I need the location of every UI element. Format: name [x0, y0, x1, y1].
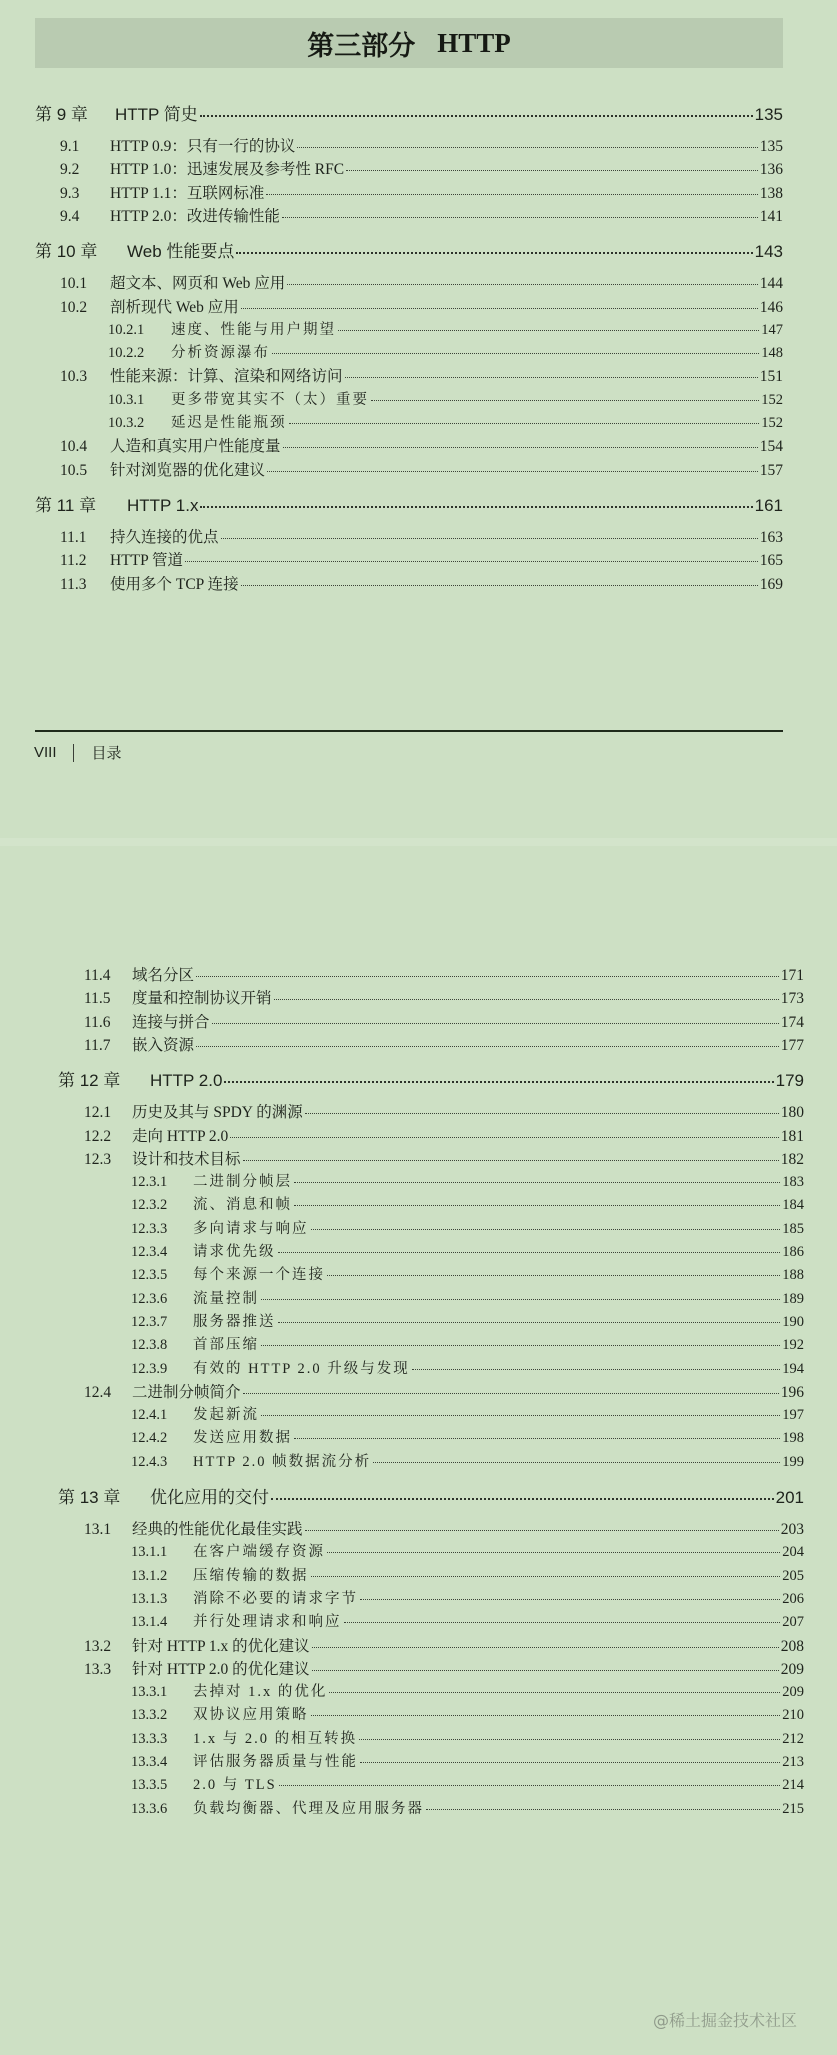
entry-page-number: 199 [782, 1453, 804, 1470]
dot-leader [261, 1414, 780, 1416]
entry-page-number: 146 [759, 298, 783, 316]
entry-number: 12.4.3 [131, 1453, 168, 1470]
dot-leader [185, 560, 758, 562]
footer-separator [73, 744, 74, 762]
toc-entry-sub[interactable] [131, 1587, 804, 1608]
entry-title: 流量控制 [193, 1290, 259, 1307]
dot-leader [344, 1621, 781, 1623]
dot-leader [287, 283, 757, 285]
toc-entry-sub[interactable] [131, 1426, 804, 1447]
entry-title: 二进制分帧简介 [132, 1383, 241, 1401]
dot-leader [261, 1298, 780, 1300]
dot-leader [266, 193, 757, 195]
dot-leader [279, 1784, 781, 1786]
entry-number: 9.3 [60, 184, 80, 202]
entry-number: 13.3.3 [131, 1730, 168, 1747]
entry-number: 12.3.7 [131, 1313, 168, 1330]
toc-entry-section[interactable] [60, 271, 783, 293]
dot-leader [196, 1045, 779, 1047]
entry-title: HTTP 管道 [110, 552, 184, 570]
toc-entry-section[interactable] [84, 963, 804, 985]
entry-number: 12.3.1 [131, 1174, 168, 1191]
toc-entry-sub[interactable] [131, 1564, 804, 1585]
toc-entry-sub[interactable] [131, 1610, 804, 1631]
dot-leader [294, 1181, 780, 1183]
entry-number: 10.3 [60, 368, 88, 386]
entry-page-number: 171 [780, 967, 804, 984]
entry-title: 历史及其与 SPDY 的渊源 [132, 1104, 303, 1122]
dot-leader [346, 169, 758, 171]
entry-title: 请求优先级 [193, 1244, 276, 1260]
entry-page-number: 184 [782, 1197, 804, 1214]
dot-leader [297, 146, 757, 148]
entry-page-number: 177 [780, 1036, 804, 1054]
entry-page-number: 214 [782, 1777, 804, 1794]
toc-entry-section[interactable] [84, 1657, 804, 1679]
entry-title: 发送应用数据 [193, 1430, 292, 1447]
entry-page-number: 154 [759, 438, 783, 456]
dot-leader [371, 399, 759, 401]
entry-number: 11.5 [84, 990, 111, 1008]
entry-page-number: 205 [782, 1567, 804, 1584]
page-number-roman: VIII [34, 744, 57, 761]
entry-page-number: 194 [782, 1360, 804, 1377]
toc-entry-section[interactable] [60, 525, 783, 547]
dot-leader [200, 114, 753, 117]
dot-leader [329, 1691, 780, 1693]
entry-number: 13.3.4 [131, 1754, 168, 1770]
dot-leader [278, 1251, 781, 1253]
dot-leader [359, 1738, 780, 1740]
entry-number: 13.3.5 [131, 1777, 168, 1794]
watermark: @稀土掘金技术社区 [653, 2011, 798, 2030]
dot-leader [373, 1461, 780, 1463]
dot-leader [224, 1080, 773, 1083]
toc-entry-section[interactable] [60, 157, 783, 179]
entry-page-number: 174 [780, 1013, 804, 1031]
toc-entry-section[interactable] [84, 1380, 804, 1402]
toc-entry-section[interactable] [84, 1100, 804, 1122]
entry-page-number: 165 [759, 552, 783, 570]
entry-number: 10.2 [60, 298, 88, 316]
dot-leader [243, 1159, 779, 1161]
toc-entry-sub[interactable] [131, 1680, 804, 1701]
entry-number: 10.3.1 [108, 391, 145, 408]
entry-page-number: 185 [782, 1220, 804, 1237]
entry-page-number: 180 [780, 1104, 804, 1122]
entry-title: 针对 HTTP 1.x 的优化建议 [132, 1637, 310, 1655]
dot-leader [241, 584, 758, 586]
entry-number: 11.4 [84, 967, 111, 984]
entry-number: 13.3 [84, 1660, 112, 1678]
entry-title: 分析资源瀑布 [171, 345, 270, 362]
toc-entry-chapter[interactable] [35, 491, 783, 516]
dot-leader [289, 422, 760, 424]
entry-number: 第 9 章 [35, 105, 88, 124]
toc-entry-sub[interactable] [131, 1797, 804, 1818]
dot-leader [305, 1112, 779, 1114]
entry-page-number: 212 [782, 1730, 804, 1747]
entry-title: 针对浏览器的优化建议 [110, 461, 266, 479]
entry-title: 剖析现代 Web 应用 [110, 298, 239, 316]
dot-leader [311, 1575, 781, 1577]
dot-leader [311, 1714, 781, 1716]
toc-entry-section[interactable] [60, 204, 783, 226]
toc-entry-sub[interactable] [131, 1240, 804, 1261]
entry-title: 速度、性能与用户期望 [171, 321, 336, 338]
entry-page-number: 204 [782, 1544, 804, 1561]
dot-leader [312, 1646, 779, 1648]
entry-title: 负载均衡器、代理及应用服务器 [193, 1800, 424, 1817]
entry-title: 嵌入资源 [132, 1036, 195, 1054]
toc-entry-sub[interactable] [131, 1170, 804, 1191]
dot-leader [221, 537, 758, 539]
entry-number: 9.1 [60, 138, 80, 155]
entry-number: 13.1.4 [131, 1614, 168, 1631]
entry-number: 第 12 章 [58, 1071, 121, 1091]
entry-page-number: 181 [780, 1127, 804, 1145]
entry-page-number: 213 [782, 1754, 804, 1770]
toc-entry-section[interactable] [84, 986, 804, 1008]
toc-entry-sub[interactable] [108, 411, 783, 432]
toc-entry-sub[interactable] [131, 1403, 804, 1424]
entry-page-number: 186 [782, 1244, 804, 1260]
entry-title: 并行处理请求和响应 [193, 1614, 342, 1631]
entry-title: 去掉对 1.x 的优化 [193, 1684, 328, 1701]
entry-page-number: 144 [759, 275, 783, 293]
entry-page-number: 152 [761, 391, 783, 408]
dot-leader [243, 1392, 779, 1394]
toc-entry-sub[interactable] [131, 1357, 804, 1378]
toc-entry-sub[interactable] [131, 1750, 804, 1771]
footer-label: 目录 [91, 745, 122, 762]
dot-leader [312, 1669, 779, 1671]
dot-leader [282, 216, 758, 218]
entry-title: 二进制分帧层 [193, 1174, 292, 1191]
toc-entry-section[interactable] [84, 1124, 804, 1146]
entry-number: 10.2.2 [108, 345, 145, 362]
entry-number: 第 13 章 [58, 1488, 121, 1507]
entry-number: 10.1 [60, 275, 88, 293]
toc-entry-section[interactable] [84, 1147, 804, 1169]
entry-title: 每个来源一个连接 [193, 1267, 325, 1284]
toc-entry-section[interactable] [84, 1010, 804, 1032]
toc-page-1 [0, 0, 837, 840]
dot-leader [230, 1136, 778, 1138]
entry-number: 13.3.2 [131, 1707, 168, 1724]
entry-page-number: 163 [759, 528, 783, 546]
entry-page-number: 179 [775, 1071, 804, 1091]
entry-page-number: 169 [759, 575, 783, 593]
entry-number: 13.3.6 [131, 1800, 168, 1817]
toc-entry-sub[interactable] [108, 318, 783, 339]
entry-page-number: 135 [754, 105, 783, 124]
toc-entry-sub[interactable] [131, 1263, 804, 1284]
entry-number: 12.3.2 [131, 1197, 168, 1214]
dot-leader [305, 1529, 779, 1531]
entry-page-number: 173 [780, 990, 804, 1008]
toc-entry-sub[interactable] [108, 388, 783, 409]
toc-entry-chapter[interactable] [35, 100, 783, 125]
toc-entry-section[interactable] [60, 295, 783, 317]
toc-entry-section[interactable] [60, 434, 783, 456]
entry-page-number: 161 [754, 495, 783, 515]
entry-title: HTTP 1.x [127, 495, 199, 515]
entry-page-number: 197 [782, 1407, 804, 1424]
toc-entry-section[interactable] [60, 458, 783, 480]
toc-entry-section[interactable] [84, 1517, 804, 1539]
entry-title: HTTP 1.1：互联网标准 [110, 184, 265, 202]
toc-entry-section[interactable] [60, 548, 783, 570]
entry-number: 12.3.3 [131, 1220, 168, 1237]
entry-number: 11.7 [84, 1036, 111, 1054]
dot-leader [196, 975, 779, 977]
entry-page-number: 182 [780, 1150, 804, 1168]
entry-page-number: 138 [759, 184, 783, 202]
entry-title: 针对 HTTP 2.0 的优化建议 [132, 1660, 310, 1678]
dot-leader [412, 1368, 781, 1370]
entry-page-number: 152 [761, 415, 783, 431]
entry-page-number: 201 [775, 1488, 804, 1507]
entry-number: 11.1 [60, 528, 87, 546]
entry-number: 13.1 [84, 1521, 112, 1538]
part-banner [35, 18, 783, 68]
dot-leader [271, 1497, 774, 1500]
entry-title: 走向 HTTP 2.0 [132, 1127, 229, 1145]
part-prefix: 第三部分 [307, 30, 416, 61]
dot-leader [272, 352, 759, 354]
dot-leader [200, 505, 752, 508]
entry-title: 流、消息和帧 [193, 1197, 292, 1214]
dot-leader [327, 1551, 780, 1553]
entry-page-number: 198 [782, 1430, 804, 1447]
entry-page-number: 209 [782, 1684, 804, 1701]
entry-number: 12.4.2 [131, 1430, 168, 1447]
entry-title: HTTP 简史 [115, 105, 198, 124]
entry-page-number: 206 [782, 1590, 804, 1607]
entry-number: 11.3 [60, 575, 87, 593]
entry-number: 第 10 章 [35, 242, 98, 262]
toc-entry-sub[interactable] [131, 1727, 804, 1748]
entry-title: 延迟是性能瓶颈 [171, 415, 287, 431]
entry-number: 13.2 [84, 1637, 112, 1655]
toc-entry-sub[interactable] [131, 1540, 804, 1561]
entry-title: HTTP 2.0：改进传输性能 [110, 207, 280, 225]
toc-entry-sub[interactable] [131, 1333, 804, 1354]
dot-leader [212, 1022, 779, 1024]
footer-divider [35, 730, 783, 732]
entry-title: 使用多个 TCP 连接 [110, 575, 239, 593]
entry-title: 更多带宽其实不（太）重要 [171, 391, 369, 408]
entry-page-number: 215 [782, 1800, 804, 1817]
toc-entry-section[interactable] [84, 1634, 804, 1656]
entry-title: 评估服务器质量与性能 [193, 1754, 358, 1770]
dot-leader [261, 1344, 780, 1346]
entry-title: 优化应用的交付 [150, 1488, 269, 1507]
entry-number: 13.3.1 [131, 1684, 168, 1701]
toc-entry-sub[interactable] [131, 1310, 804, 1331]
entry-title: 连接与拼合 [132, 1013, 210, 1031]
entry-page-number: 135 [759, 138, 783, 155]
entry-number: 12.2 [84, 1127, 112, 1145]
entry-number: 10.5 [60, 461, 88, 479]
entry-title: Web 性能要点 [127, 242, 235, 262]
dot-leader [345, 376, 758, 378]
entry-title: 超文本、网页和 Web 应用 [110, 275, 286, 293]
entry-title: 人造和真实用户性能度量 [110, 438, 281, 456]
entry-title: 度量和控制协议开销 [132, 990, 272, 1008]
toc-entry-sub[interactable] [131, 1193, 804, 1214]
entry-title: 首部压缩 [193, 1337, 259, 1354]
entry-number: 12.4 [84, 1383, 112, 1401]
entry-page-number: 190 [782, 1313, 804, 1330]
toc-entry-sub[interactable] [131, 1450, 804, 1471]
toc-entry-section[interactable] [60, 572, 783, 594]
dot-leader [294, 1437, 780, 1439]
dot-leader [278, 1321, 781, 1323]
toc-entry-sub[interactable] [131, 1773, 804, 1794]
entry-title: 双协议应用策略 [193, 1707, 309, 1724]
toc-entry-section[interactable] [84, 1033, 804, 1055]
toc-entry-sub[interactable] [108, 341, 783, 362]
entry-number: 11.2 [60, 552, 87, 570]
toc-entry-section[interactable] [60, 181, 783, 203]
entry-title: 经典的性能优化最佳实践 [132, 1521, 303, 1538]
dot-leader [338, 329, 759, 331]
dot-leader [267, 470, 758, 472]
dot-leader [311, 1228, 781, 1230]
entry-title: 消除不必要的请求字节 [193, 1590, 358, 1607]
entry-number: 10.3.2 [108, 415, 145, 431]
entry-title: 发起新流 [193, 1407, 259, 1424]
entry-number: 12.3 [84, 1150, 112, 1168]
toc-entry-section[interactable] [60, 364, 783, 386]
entry-page-number: 203 [780, 1521, 804, 1538]
entry-page-number: 183 [782, 1174, 804, 1191]
entry-page-number: 151 [759, 368, 783, 386]
dot-leader [426, 1808, 780, 1810]
toc-entry-sub[interactable] [131, 1287, 804, 1308]
entry-number: 11.6 [84, 1013, 111, 1031]
dot-leader [236, 251, 752, 254]
entry-number: 12.3.4 [131, 1244, 168, 1260]
entry-title: 域名分区 [132, 967, 195, 984]
entry-title: 1.x 与 2.0 的相互转换 [193, 1730, 358, 1747]
toc-entry-sub[interactable] [131, 1217, 804, 1238]
entry-title: 设计和技术目标 [132, 1150, 241, 1168]
entry-title: 持久连接的优点 [110, 528, 219, 546]
entry-title: HTTP 0.9：只有一行的协议 [110, 138, 296, 155]
entry-number: 12.3.6 [131, 1290, 168, 1307]
entry-title: 2.0 与 TLS [193, 1777, 277, 1794]
entry-number: 9.4 [60, 207, 80, 225]
entry-page-number: 188 [782, 1267, 804, 1284]
toc-page-2 [0, 840, 837, 2055]
entry-page-number: 157 [759, 461, 783, 479]
dot-leader [360, 1761, 780, 1763]
entry-title: 在客户端缓存资源 [193, 1544, 325, 1561]
dot-leader [274, 998, 779, 1000]
entry-title: 有效的 HTTP 2.0 升级与发现 [193, 1360, 410, 1377]
entry-number: 13.1.1 [131, 1544, 168, 1561]
entry-page-number: 189 [782, 1290, 804, 1307]
entry-page-number: 209 [780, 1660, 804, 1678]
toc-entry-chapter[interactable] [58, 1483, 804, 1508]
entry-title: HTTP 1.0：迅速发展及参考性 RFC [110, 161, 345, 179]
toc-entry-chapter[interactable] [58, 1066, 804, 1091]
entry-number: 第 11 章 [35, 495, 97, 515]
entry-number: 13.1.2 [131, 1567, 168, 1584]
entry-title: HTTP 2.0 帧数据流分析 [193, 1453, 372, 1470]
entry-title: 性能来源：计算、渲染和网络访问 [110, 368, 343, 386]
entry-number: 9.2 [60, 161, 80, 179]
entry-title: 多向请求与响应 [193, 1220, 309, 1237]
dot-leader [360, 1598, 780, 1600]
entry-page-number: 192 [782, 1337, 804, 1354]
dot-leader [241, 307, 758, 309]
entry-page-number: 210 [782, 1707, 804, 1724]
entry-page-number: 141 [759, 207, 783, 225]
entry-number: 12.3.8 [131, 1337, 168, 1354]
entry-page-number: 147 [761, 321, 783, 338]
entry-number: 12.3.9 [131, 1360, 168, 1377]
entry-number: 10.4 [60, 438, 88, 456]
dot-leader [327, 1274, 780, 1276]
dot-leader [294, 1204, 780, 1206]
toc-entry-chapter[interactable] [35, 237, 783, 262]
part-name: HTTP [437, 27, 511, 58]
entry-number: 10.2.1 [108, 321, 145, 338]
entry-title: 服务器推送 [193, 1313, 276, 1330]
toc-entry-sub[interactable] [131, 1703, 804, 1724]
entry-page-number: 207 [782, 1614, 804, 1631]
entry-title: HTTP 2.0 [150, 1071, 223, 1091]
entry-page-number: 208 [780, 1637, 804, 1655]
entry-title: 压缩传输的数据 [193, 1567, 309, 1584]
dot-leader [283, 446, 758, 448]
entry-number: 12.1 [84, 1104, 112, 1122]
entry-page-number: 136 [759, 161, 783, 179]
entry-number: 12.4.1 [131, 1407, 168, 1424]
entry-number: 12.3.5 [131, 1267, 168, 1284]
entry-number: 13.1.3 [131, 1590, 168, 1607]
entry-page-number: 148 [761, 345, 783, 362]
page-footer [34, 742, 122, 763]
entry-page-number: 143 [754, 242, 783, 262]
toc-entry-section[interactable] [60, 134, 783, 156]
entry-page-number: 196 [780, 1383, 804, 1401]
